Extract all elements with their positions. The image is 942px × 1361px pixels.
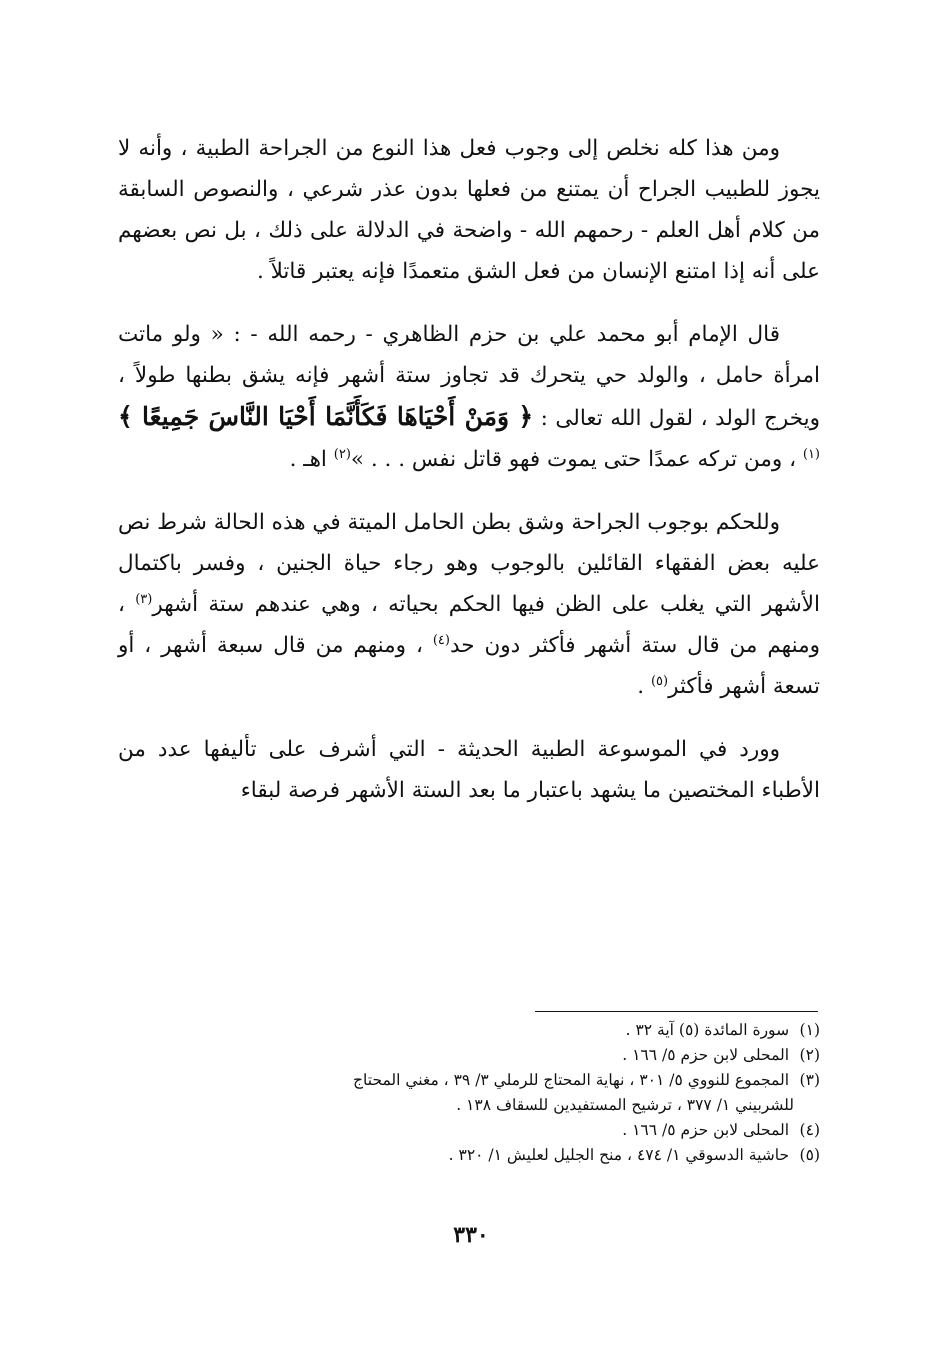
paragraph-3-end: .	[637, 674, 645, 699]
footnote-text: المحلى لابن حزم ٥/ ١٦٦ .	[622, 1046, 790, 1064]
footnote-divider	[535, 1011, 818, 1012]
footnote-3-continuation	[104, 1093, 820, 1118]
paragraph-4-text: وورد في الموسوعة الطبية الحديثة - التي أشرف على تأليفها عدد من الأطباء المختصين ما يشهد باعتبار ما بعد الستة الأشهر فرصة لبقاء	[118, 737, 820, 803]
paragraph-1-text: ومن هذا كله نخلص إلى وجوب فعل هذا النوع من الجراحة الطبية ، وأنه لا يجوز للطبيب الجراح أن يمتنع من فعلها بدون عذر شرعي ، والنصوص السابقة من كلام أهل العلم - رحمهم الله - واضحة في الدلالة على ذلك ، بل نص بعضهم على أنه إذا امتنع الإنسان من فعل الشق متعمدًا فإنه يعتبر قاتلاً .	[118, 136, 820, 284]
footnote-ref-1[interactable]: (١)	[802, 446, 820, 462]
ibn-hazm-quote-intro: قال الإمام أبو محمد علي بن حزم الظاهري - رحمه الله - : « ولو ماتت امرأة حامل ، والولد حي يتحرك قد تجاوز ستة أشهر فإنه يشق بطنها طولاً ، ويخرج الولد ، لقول الله تعالى :	[118, 322, 820, 431]
paragraph-3-text-c: ، ومنهم من قال سبعة أشهر ، أو تسعة أشهر فأكثر	[118, 633, 820, 699]
footnote-ref-3[interactable]: (٣)	[135, 591, 153, 607]
footnotes	[104, 1018, 820, 1168]
footnote-number: (٥)	[799, 1146, 820, 1164]
page-number: ٣٣٠	[453, 1222, 489, 1248]
footnote-2	[104, 1043, 820, 1068]
quote-end-marker: اهـ .	[289, 447, 327, 472]
footnote-text: المجموع للنووي ٥/ ٣٠١ ، نهاية المحتاج للرملي ٣/ ٣٩ ، مغني المحتاج	[353, 1071, 790, 1089]
footnote-ref-4[interactable]: (٤)	[432, 632, 450, 648]
footnote-text: حاشية الدسوقي ١/ ٤٧٤ ، منح الجليل لعليش ١/ ٣٢٠ .	[448, 1146, 790, 1164]
paragraph-3-text-b: ، ومنهم من قال ستة أشهر فأكثر دون حد	[118, 592, 820, 658]
paragraph-3-text-a: وللحكم بوجوب الجراحة وشق بطن الحامل الميتة في هذه الحالة شرط نص عليه بعض الفقهاء القائلين بالوجوب وهو رجاء حياة الجنين ، وفسر باكتمال الأشهر التي يغلب على الظن فيها الحكم بحياته ، وهي عندهم ستة أشهر	[118, 510, 820, 617]
paragraph-3	[118, 502, 820, 707]
main-text	[118, 128, 820, 833]
footnote-1	[104, 1018, 820, 1043]
quran-verse: ﴿ وَمَنْ أَحْيَاهَا فَكَأَنَّمَا أَحْيَا النَّاسَ جَمِيعًا ﴾	[118, 402, 534, 431]
paragraph-4	[118, 729, 820, 811]
footnote-ref-2[interactable]: (٢)	[333, 446, 351, 462]
footnote-text: للشربيني ١/ ٣٧٧ ، ترشيح المستفيدين للسقاف ١٣٨ .	[456, 1096, 794, 1114]
paragraph-2	[118, 314, 820, 480]
footnote-ref-5[interactable]: (٥)	[650, 673, 669, 689]
paragraph-1	[118, 128, 820, 292]
ibn-hazm-quote-rest: ، ومن تركه عمدًا حتى يموت فهو قاتل نفس . . . »	[350, 447, 797, 472]
footnote-3	[104, 1068, 820, 1093]
footnote-number: (٤)	[799, 1121, 820, 1139]
footnote-number: (١)	[799, 1021, 820, 1039]
footnote-text: سورة المائدة (٥) آية ٣٢ .	[625, 1021, 790, 1039]
footnote-5	[104, 1143, 820, 1168]
footnote-number: (٢)	[799, 1046, 820, 1064]
footnote-4	[104, 1118, 820, 1143]
footnote-text: المحلى لابن حزم ٥/ ١٦٦ .	[622, 1121, 790, 1139]
footnote-number: (٣)	[799, 1071, 820, 1089]
